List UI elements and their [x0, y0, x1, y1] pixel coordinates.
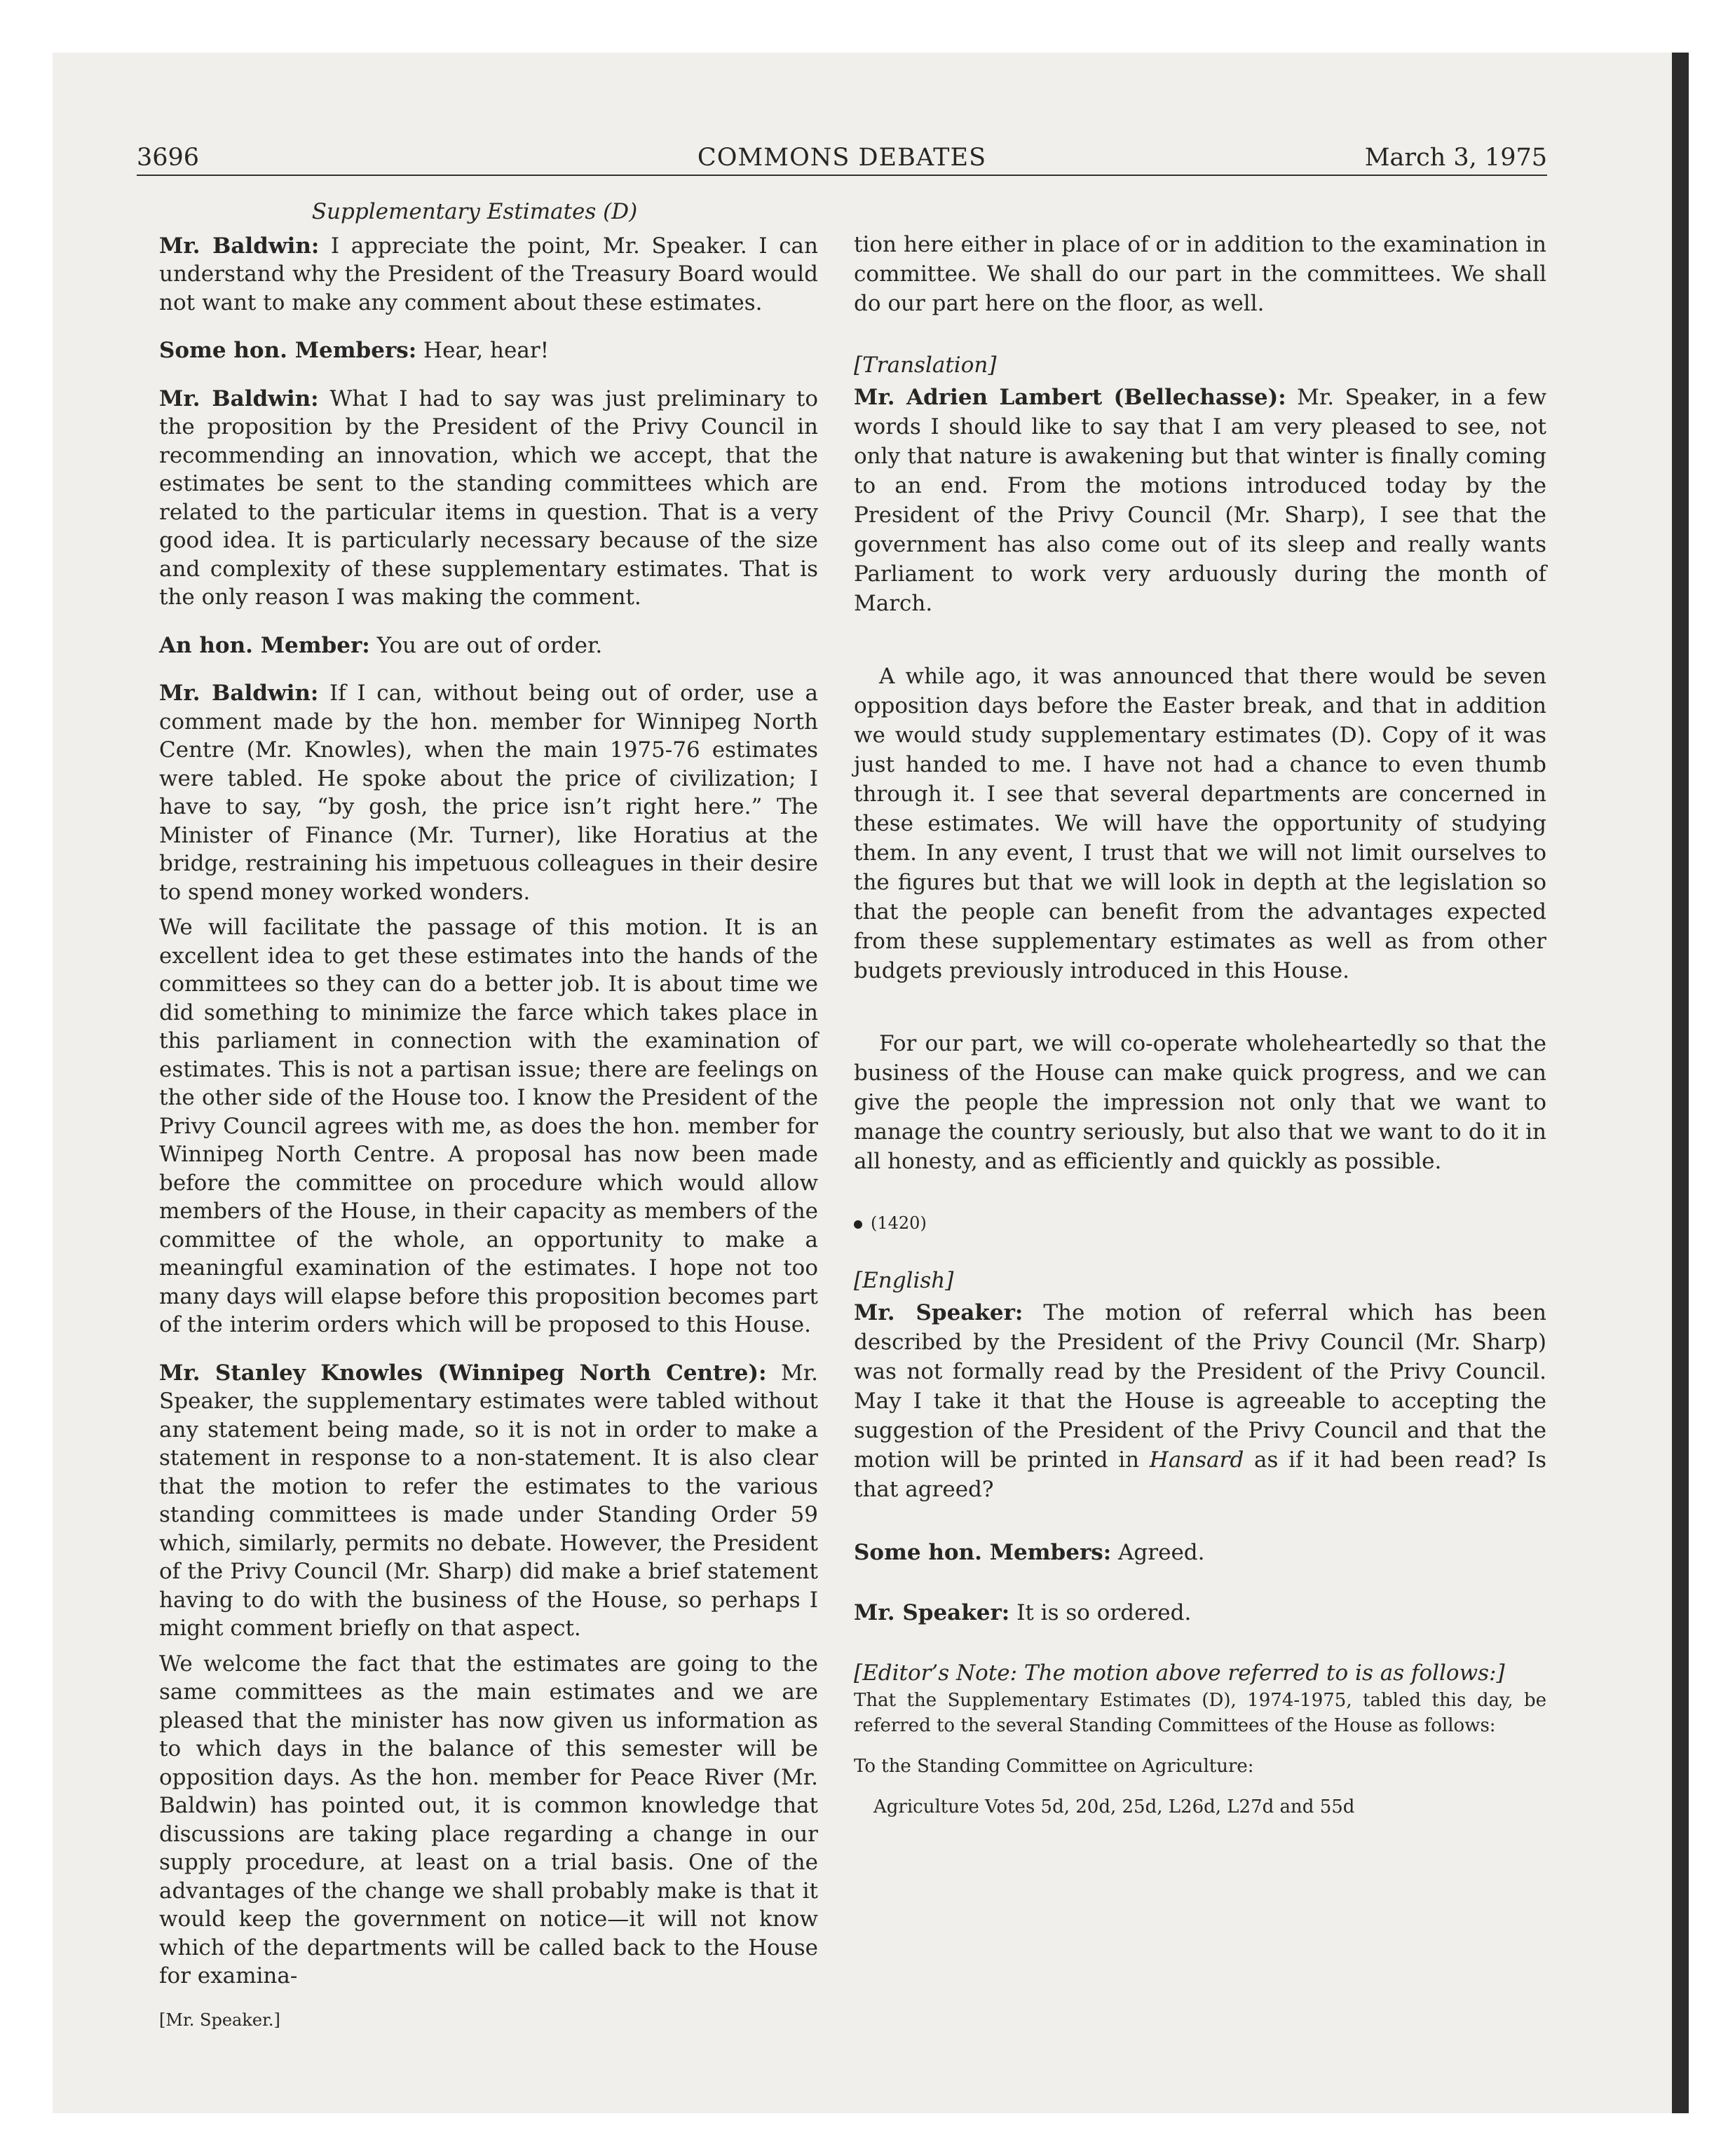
running-footnote: [Mr. Speaker.]	[159, 2010, 280, 2030]
speech-text: Hear, hear!	[416, 338, 550, 363]
paragraph	[159, 232, 818, 318]
page-date: March 3, 1975	[1364, 144, 1547, 172]
paragraph: A while ago, it was announced that there would be seven opposition days before the Easter break, and that in addition we would study supplementary estimates (D). Copy of it was just handed to me. I have not had a chance to even thumb through it. I see that several departments are concerned in these estimates. We will have the opportunity of studying them. In any event, I trust that we will not limit ourselves to the figures but that we will look in depth at the legislation so that the people can benefit from the advantages expected from these supplementary estimates as well as from other budgets previously introduced in this House.	[854, 664, 1546, 983]
speech-text: It is so ordered.	[1009, 1600, 1192, 1625]
paragraph	[854, 1598, 1546, 1628]
speaker-name: Mr. Speaker:	[854, 1300, 1023, 1325]
time-marker-text: (1420)	[871, 1213, 927, 1233]
paragraph	[159, 679, 818, 906]
page-header	[137, 144, 1547, 176]
speech-text: I appreciate the point, Mr. Speaker. I can understand why the President of the Treasury Board would not want to make any comment about these estimates.	[159, 233, 818, 315]
speech-text: as if it had been read? Is that agreed?	[854, 1447, 1547, 1502]
paragraph	[854, 1538, 1546, 1567]
speech-text: If I can, without being out of order, use a comment made by the hon. member for Winnipeg North Centre (Mr. Knowles), when the main 1975-76 estimates were tabled. He spoke about the price of civilization; I have to say, “by gosh, the price isn’t right here.” The Minister of Finance (Mr. Turner), like Horatius at the bridge, restraining his impetuous colleagues in their desire to spend money worked wonders.	[159, 681, 819, 905]
bullet-icon	[854, 1220, 862, 1229]
speaker-name: Mr. Baldwin:	[159, 233, 320, 259]
speaker-name: An hon. Member:	[159, 632, 370, 658]
publication-title: COMMONS DEBATES	[697, 144, 987, 172]
speech-text: Mr. Speaker, the supplementary estimates were tabled without any statement being made, so it is not in order to make a statement in response to a non-statement. It is also clear that the motion to refer the estimates to the various standing committees is made under Standing Order 59 which, similarly, permits no debate. However, the President of the Privy Council (Mr. Sharp) did make a brief statement having to do with the business of the House, so perhaps I might comment briefly on that aspect.	[159, 1360, 818, 1641]
time-marker	[854, 1208, 1546, 1238]
translation-tag: [Translation]	[854, 353, 997, 378]
left-column	[159, 198, 818, 2034]
language-tag: [English]	[854, 1268, 954, 1293]
motion-text: That the Supplementary Estimates (D), 1974-1975, tabled this day, be referred to the several Standing Committees of the House as follows:	[854, 1690, 1546, 1736]
paragraph	[159, 336, 818, 365]
paragraph: We will facilitate the passage of this motion. It is an excellent idea to get these estimates into the hands of the committees so they can do a better job. It is about time we did something to minimize the farce which takes place in this parliament in connection with the examination of estimates. This is not a partisan issue; there are feelings on the other side of the House too. I know the President of the Privy Council agrees with me, as does the hon. member for Winnipeg North Centre. A proposal has now been made before the committee on procedure which would allow members of the House, in their capacity as members of the committee of the whole, an opportunity to make a meaningful examination of the estimates. I hope not too many days will elapse before this proposition becomes part of the interim orders which will be proposed to this House.	[159, 915, 818, 1337]
speech-italic: Hansard	[1149, 1447, 1244, 1473]
speaker-name: Mr. Adrien Lambert (Bellechasse):	[854, 385, 1286, 410]
paragraph	[159, 1359, 818, 1643]
speech-text: You are out of order.	[369, 632, 603, 658]
paragraph: tion here either in place of or in addition to the examination in committee. We shall do our part in the committees. We shall do our part here on the floor, as well.	[854, 232, 1546, 316]
speech-text: Agreed.	[1111, 1540, 1205, 1565]
speech-text: Mr. Speaker, in a few words I should like to say that I am very pleased to see, not only that nature is awakening but that winter is finally coming to an end. From the motions introduced today by the President of the Privy Council (Mr. Sharp), I see that the government has also come out of its sleep and really wants Parliament to work very arduously during the month of March.	[854, 385, 1546, 616]
speaker-name: Mr. Speaker:	[854, 1600, 1010, 1625]
speaker-name: Mr. Stanley Knowles (Winnipeg North Centre):	[159, 1360, 767, 1386]
paragraph	[854, 1298, 1546, 1504]
paragraph	[159, 385, 818, 612]
section-subhead: Supplementary Estimates (D)	[311, 199, 638, 224]
paragraph: We welcome the fact that the estimates are going to the same committees as the main estimates and we are pleased that the minister has now given us information as to which days in the balance of this semester will be opposition days. As the hon. member for Peace River (Mr. Baldwin) has pointed out, it is common knowledge that discussions are taking place regarding a change in our supply procedure, at least on a trial basis. One of the advantages of the change we shall probably make is that it would keep the government on notice—it will not know which of the departments will be called back to the House for examina-	[159, 1651, 818, 1988]
page-number: 3696	[137, 144, 200, 172]
editors-note: [Editor’s Note: The motion above referred to is as follows:]	[854, 1660, 1505, 1686]
speaker-name: Mr. Baldwin:	[159, 681, 319, 706]
speaker-name: Some hon. Members:	[854, 1540, 1112, 1565]
scan-edge	[1672, 53, 1689, 2113]
paragraph	[854, 383, 1546, 618]
motion-text: To the Standing Committee on Agriculture:	[854, 1756, 1254, 1777]
speaker-name: Some hon. Members:	[159, 338, 417, 363]
right-column	[854, 230, 1546, 1820]
speech-text: The motion of referral which has been described by the President of the Privy Council (Mr. Sharp) was not formally read by the President of the Privy Council. May I take it that the House is agreeable to accepting the suggestion of the President of the Privy Council and that the motion will be printed in	[854, 1300, 1546, 1473]
paragraph	[159, 632, 818, 660]
speaker-name: Mr. Baldwin:	[159, 386, 319, 411]
speech-text: What I had to say was just preliminary to the proposition by the President of the Privy Council in recommending an innovation, which we accept, that the estimates be sent to the standing committees which are related to the particular items in question. That is a very good idea. It is particularly necessary because of the size and complexity of these supplementary estimates. That is the only reason I was making the comment.	[159, 386, 818, 610]
paragraph: For our part, we will co-operate wholeheartedly so that the business of the House can make quick progress, and we can give the people the impression not only that we want to manage the country seriously, but also that we want to do it in all honesty, and as efficiently and quickly as possible.	[854, 1031, 1546, 1174]
motion-text: Agriculture Votes 5d, 20d, 25d, L26d, L27d and 55d	[873, 1796, 1355, 1817]
